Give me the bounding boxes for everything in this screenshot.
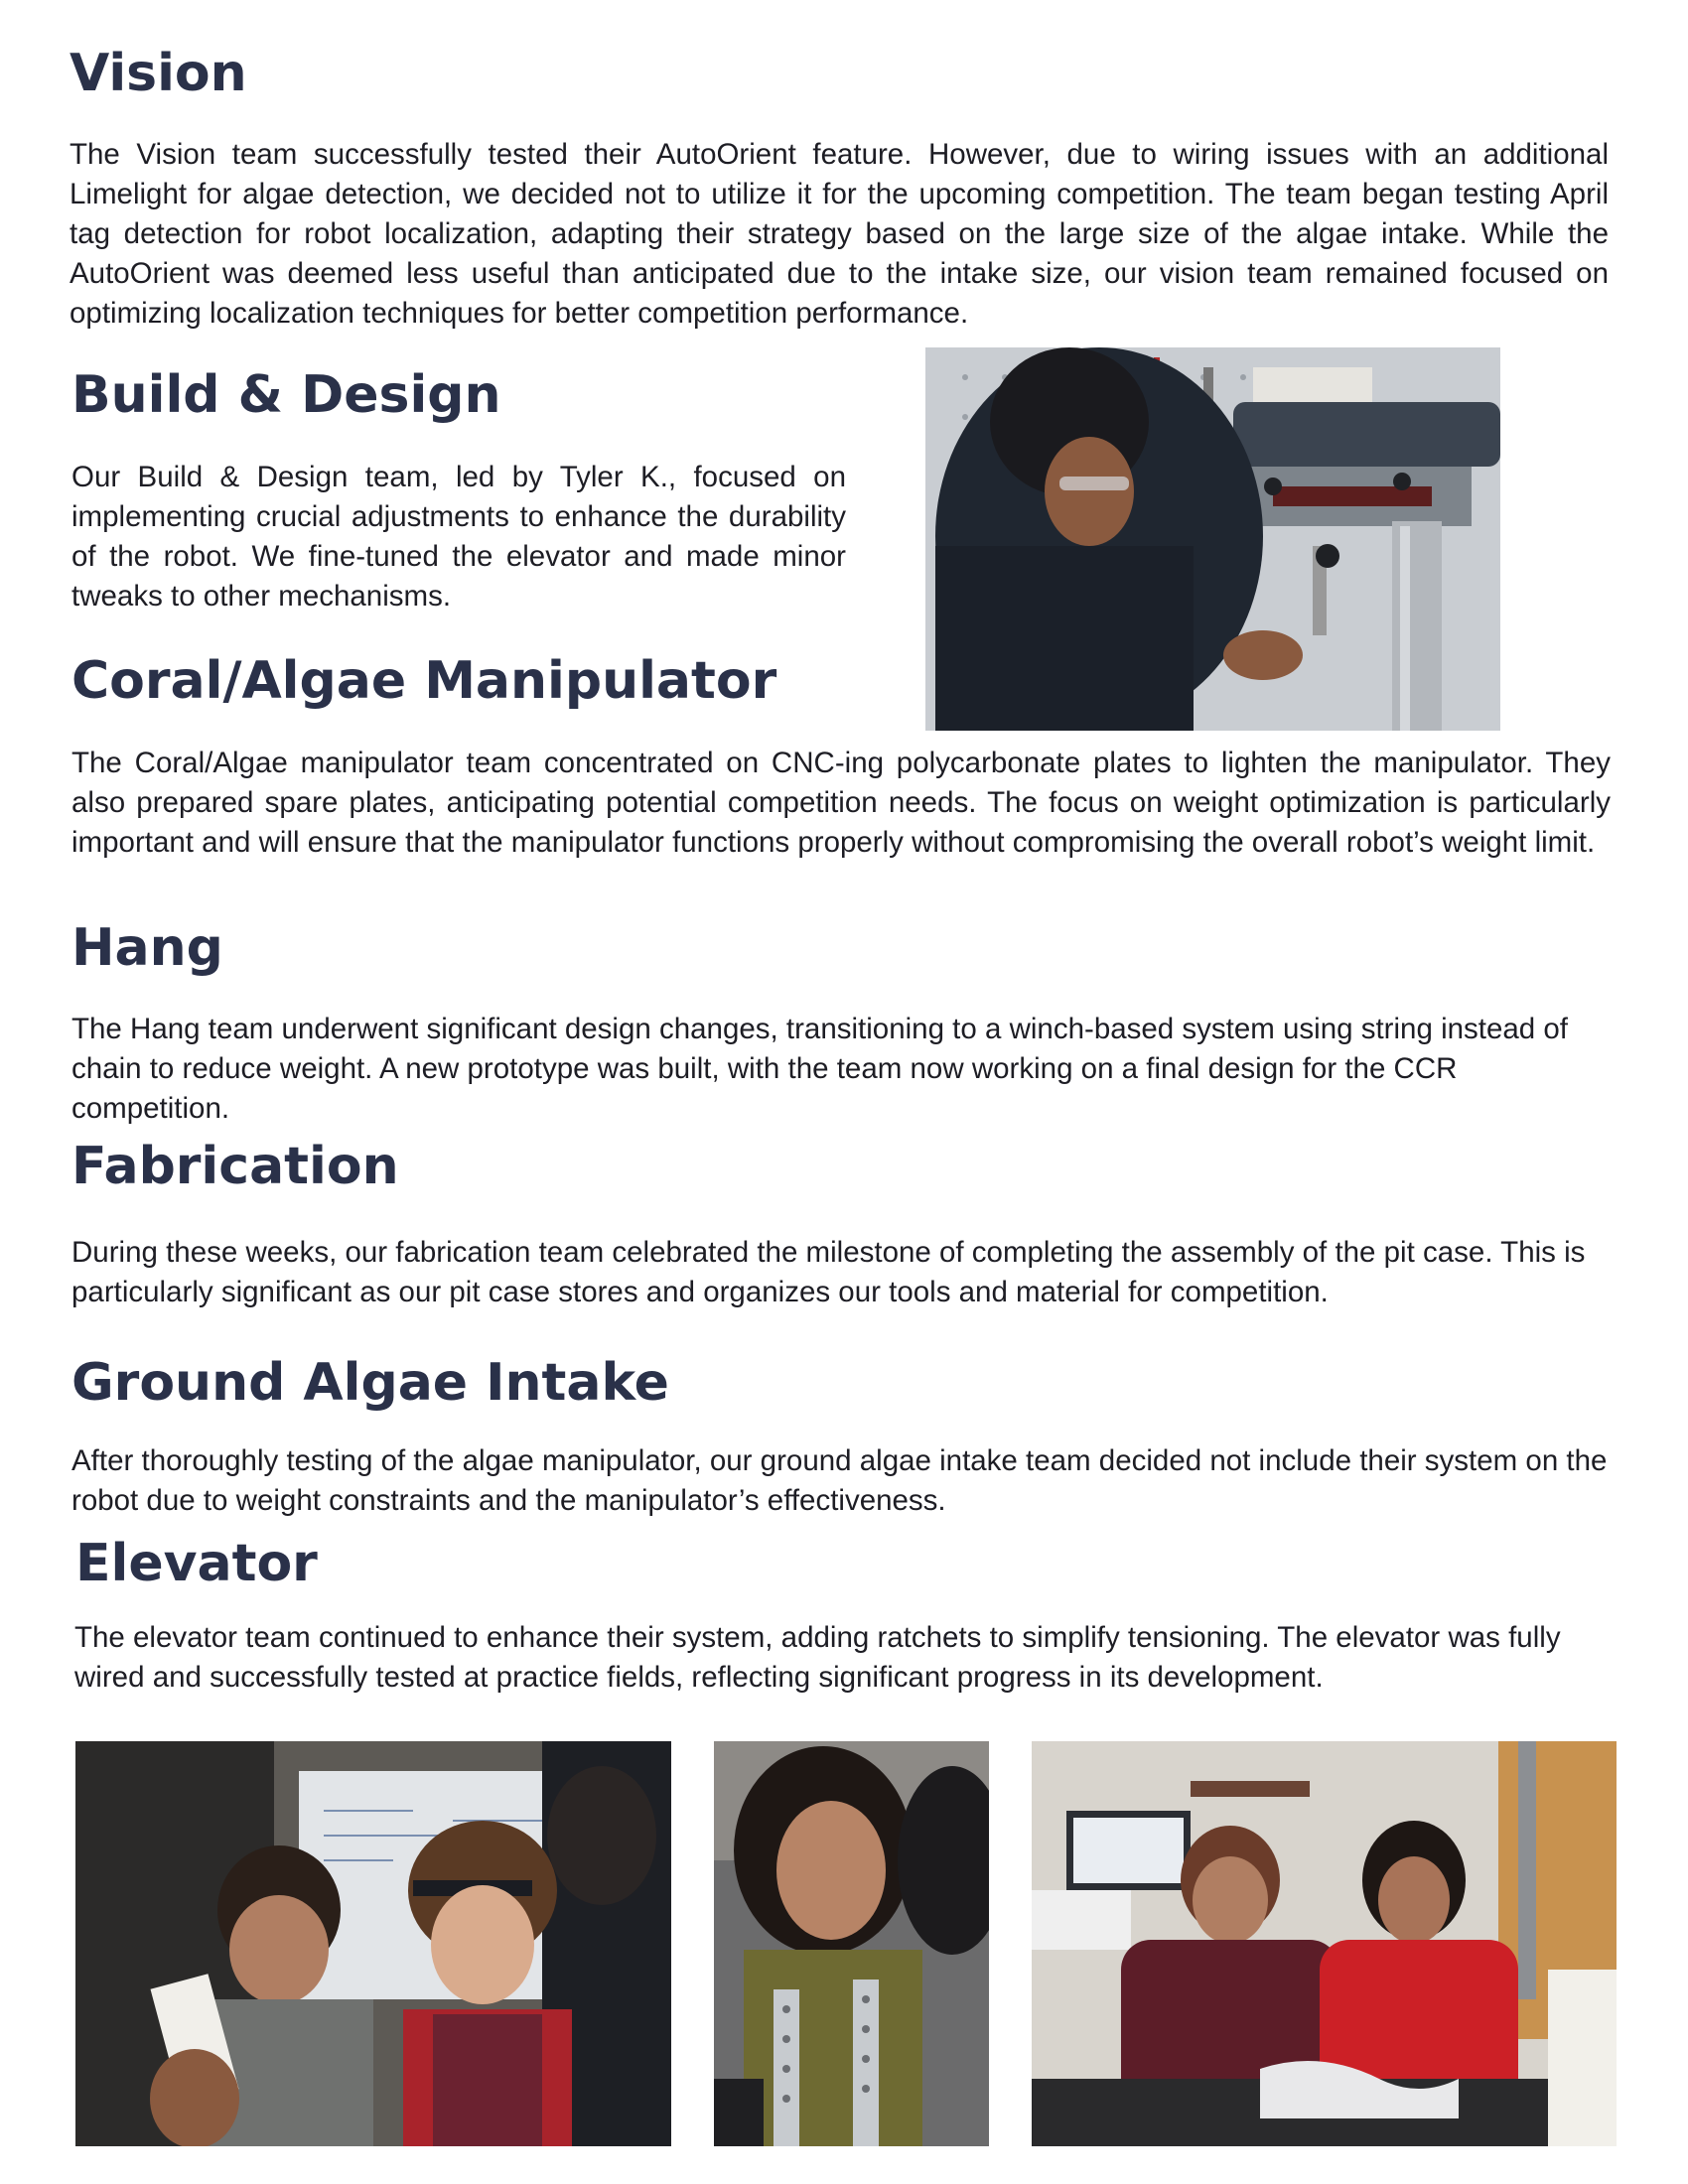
- section-body-ground-algae-intake: After thoroughly testing of the algae manipulator, our ground algae intake team decided not include their system on the robot due to weight constraints and the manipulator’s effectiveness.: [71, 1444, 1608, 1517]
- section-body-build-design: Our Build & Design team, led by Tyler K., focused on implementing crucial adjustments to enhance the durability of the robot. We fine-tuned the elevator and made minor tweaks to other mechanisms.: [71, 461, 846, 613]
- team-whiteboard-photo: [75, 1741, 671, 2146]
- section-title-fabrication: Fabrication: [71, 1137, 399, 1196]
- section-body-vision: The Vision team successfully tested their AutoOrient feature. However, due to wiring issues with an additional Limelight for algae detection, we decided not to utilize it for the upcoming competition. The team began testing April tag detection for robot localization, adapting their strategy based on the large size of the algae intake. While the AutoOrient was deemed less useful than anticipated due to the intake size, our vision team remained focused on optimizing localization techniques for better competition performance.: [70, 138, 1609, 330]
- section-title-build-design: Build & Design: [71, 365, 501, 425]
- student-workshop-photo: [714, 1741, 989, 2146]
- section-body-hang: The Hang team underwent significant design changes, transitioning to a winch-based system using string instead of chain to reduce weight. A new prototype was built, with the team now working on a final design for the CCR competition.: [71, 1013, 1568, 1125]
- section-title-vision: Vision: [70, 44, 247, 103]
- section-title-elevator: Elevator: [75, 1534, 318, 1593]
- section-body-elevator: The elevator team continued to enhance their system, adding ratchets to simplify tensioning. The elevator was fully wired and successfully tested at practice fields, reflecting significant progress in its development.: [74, 1621, 1561, 1694]
- section-body-fabrication: During these weeks, our fabrication team celebrated the milestone of completing the assembly of the pit case. This is particularly significant as our pit case stores and organizes our tools and material for competition.: [71, 1236, 1586, 1308]
- section-title-coral-algae-manipulator: Coral/Algae Manipulator: [71, 651, 777, 711]
- section-body-coral-algae-manipulator: The Coral/Algae manipulator team concentrated on CNC-ing polycarbonate plates to lighten the manipulator. They also prepared spare plates, anticipating potential competition needs. The focus on weight optimization is particularly important and will ensure that the manipulator functions properly without compromising the overall robot’s weight limit.: [71, 747, 1611, 859]
- section-title-ground-algae-intake: Ground Algae Intake: [71, 1353, 669, 1413]
- assembly-lab-photo: [1032, 1741, 1617, 2146]
- drill-press-photo: [925, 347, 1500, 731]
- section-title-hang: Hang: [71, 918, 223, 978]
